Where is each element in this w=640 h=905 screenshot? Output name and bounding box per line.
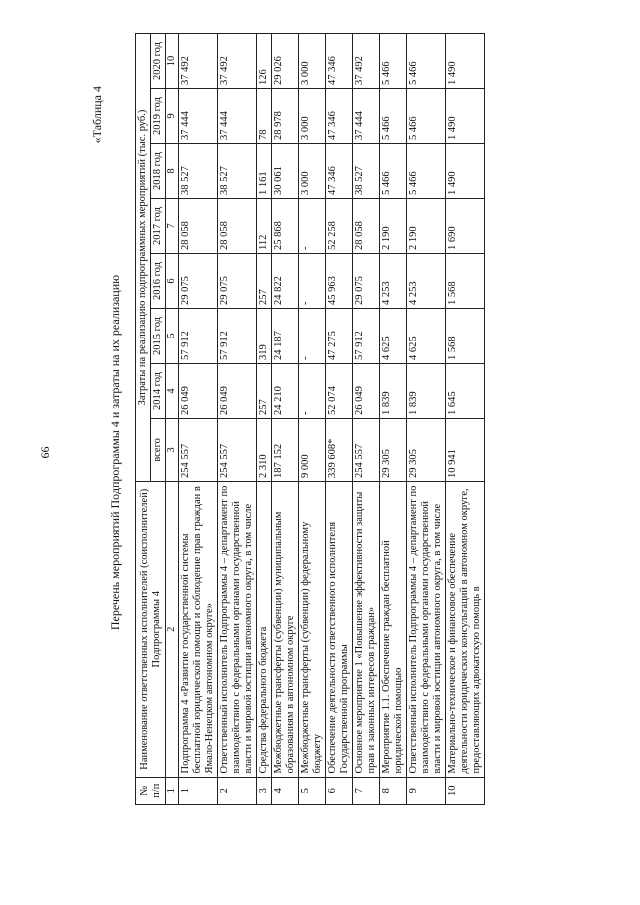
row-num: 7	[353, 777, 380, 804]
cell-value: 4 625	[407, 308, 446, 363]
cell-value: 1 490	[446, 89, 485, 144]
cell-value: 1 690	[446, 199, 485, 254]
cell-value: 257	[257, 363, 272, 418]
cell-total: 9 000	[299, 418, 326, 481]
cell-value: 47 346	[326, 34, 353, 89]
header-year: 2015 год	[151, 308, 166, 363]
row-name: Подпрограмма 4 «Развитие государственной системы бесплатной юридической помощи и соблюдение прав граждан в Ямало-Ненецком автономном округе»	[179, 481, 218, 777]
column-number: 5	[166, 308, 179, 363]
cell-value: 5 466	[407, 144, 446, 199]
row-name: Ответственный исполнитель Подпрограммы 4 – департамент по взаимодействию с федеральными органами государственной власти и мировой юстиции автономного округа, в том числе	[218, 481, 257, 777]
header-costs: Затраты на реализацию подпрограммных мероприятий (тыс. руб.)	[136, 34, 151, 482]
cell-value: 24 210	[272, 363, 299, 418]
cell-value: 4 253	[407, 254, 446, 309]
row-num: 8	[380, 777, 407, 804]
cell-value: 1 490	[446, 34, 485, 89]
table-row	[380, 34, 407, 805]
cell-value: 4 625	[380, 308, 407, 363]
cell-value: 1 645	[446, 363, 485, 418]
cell-value: -	[299, 199, 326, 254]
cell-value: 37 444	[353, 89, 380, 144]
header-year: 2019 год	[151, 89, 166, 144]
row-num: 4	[272, 777, 299, 804]
cell-value: 47 346	[326, 144, 353, 199]
cell-value: 3 000	[299, 89, 326, 144]
cell-value: -	[299, 363, 326, 418]
row-num: 2	[218, 777, 257, 804]
cell-total: 254 557	[353, 418, 380, 481]
cell-value: 47 275	[326, 308, 353, 363]
cell-total: 254 557	[218, 418, 257, 481]
cell-value: 57 912	[179, 308, 218, 363]
row-num: 1	[179, 777, 218, 804]
column-number: 2	[166, 481, 179, 777]
column-number: 6	[166, 254, 179, 309]
cell-value: 28 058	[179, 199, 218, 254]
row-name: Межбюджетные трансферты (субвенции) федеральному бюджету	[299, 481, 326, 777]
cell-value: 57 912	[353, 308, 380, 363]
cell-total: 187 152	[272, 418, 299, 481]
cell-value: 45 963	[326, 254, 353, 309]
header-year: 2016 год	[151, 254, 166, 309]
table-row	[299, 34, 326, 805]
cell-value: 26 049	[218, 363, 257, 418]
cell-total: 254 557	[179, 418, 218, 481]
cell-value: 37 492	[179, 34, 218, 89]
table-row	[179, 34, 218, 805]
cell-value: 3 000	[299, 34, 326, 89]
cell-value: 4 253	[380, 254, 407, 309]
cell-value: 5 466	[380, 34, 407, 89]
cell-value: 24 187	[272, 308, 299, 363]
row-num: 10	[446, 777, 485, 804]
row-num: 3	[257, 777, 272, 804]
cell-total: 29 305	[407, 418, 446, 481]
cell-value: -	[299, 254, 326, 309]
row-name: Межбюджетные трансферты (субвенции) муниципальным образованиям в автономном округе	[272, 481, 299, 777]
row-name: Средства федерального бюджета	[257, 481, 272, 777]
table-row	[326, 34, 353, 805]
page-number: 66	[38, 446, 52, 459]
cell-value: 1 568	[446, 254, 485, 309]
cell-value: 2 190	[407, 199, 446, 254]
row-name: Обеспечение деятельности ответственного исполнителя Государственной программы	[326, 481, 353, 777]
cell-value: 26 049	[353, 363, 380, 418]
column-number: 7	[166, 199, 179, 254]
cell-total: 29 305	[380, 418, 407, 481]
cell-value: 29 026	[272, 34, 299, 89]
table-label: «Таблица 4	[90, 86, 104, 144]
table-row	[257, 34, 272, 805]
cell-value: 257	[257, 254, 272, 309]
header-year: 2018 год	[151, 144, 166, 199]
cell-value: 24 822	[272, 254, 299, 309]
cell-total: 2 310	[257, 418, 272, 481]
column-number: 8	[166, 144, 179, 199]
cell-value: 52 258	[326, 199, 353, 254]
cell-value: 47 346	[326, 89, 353, 144]
header-year: 2014 год	[151, 363, 166, 418]
cell-value: 30 061	[272, 144, 299, 199]
cell-value: 38 527	[179, 144, 218, 199]
row-name: Мероприятие 1.1. Обеспечение граждан бесплатной юридической помощью	[380, 481, 407, 777]
cell-value: -	[299, 308, 326, 363]
row-num: 9	[407, 777, 446, 804]
cell-value: 38 527	[218, 144, 257, 199]
cell-value: 2 190	[380, 199, 407, 254]
header-year: 2020 год	[151, 34, 166, 89]
cell-value: 1 490	[446, 144, 485, 199]
header-total: всего	[151, 418, 166, 481]
cell-value: 1 839	[407, 363, 446, 418]
cell-value: 5 466	[380, 89, 407, 144]
cell-value: 126	[257, 34, 272, 89]
measures-table	[135, 33, 485, 805]
cell-value: 25 868	[272, 199, 299, 254]
row-name: Основное мероприятие 1 «Повышение эффективности защиты прав и законных интересов граждан»	[353, 481, 380, 777]
cell-value: 1 839	[380, 363, 407, 418]
header-year: 2017 год	[151, 199, 166, 254]
cell-value: 28 978	[272, 89, 299, 144]
table-row	[353, 34, 380, 805]
cell-value: 319	[257, 308, 272, 363]
table-row	[407, 34, 446, 805]
cell-value: 29 075	[353, 254, 380, 309]
cell-value: 29 075	[179, 254, 218, 309]
table-row	[446, 34, 485, 805]
header-name: Наименование ответственных исполнителей (соисполнителей) Подпрограммы 4	[136, 481, 166, 777]
row-name: Материально-техническое и финансовое обеспечение деятельности юридических консультаций в автономном округе, предоставляющих адвокатскую помощь в	[446, 481, 485, 777]
table-row	[272, 34, 299, 805]
cell-value: 5 466	[380, 144, 407, 199]
column-number: 3	[166, 418, 179, 481]
column-number: 4	[166, 363, 179, 418]
column-number: 9	[166, 89, 179, 144]
table-title: Перечень мероприятий Подпрограммы 4 и затраты на их реализацию	[108, 274, 122, 631]
cell-value: 37 444	[218, 89, 257, 144]
cell-value: 52 074	[326, 363, 353, 418]
header-num: № п/п	[136, 777, 166, 804]
cell-value: 38 527	[353, 144, 380, 199]
cell-value: 5 466	[407, 34, 446, 89]
cell-value: 28 058	[218, 199, 257, 254]
cell-value: 5 466	[407, 89, 446, 144]
cell-value: 26 049	[179, 363, 218, 418]
cell-value: 3 000	[299, 144, 326, 199]
column-number: 1	[166, 777, 179, 804]
row-name: Ответственный исполнитель Подпрограммы 4 – департамент по взаимодействию с федеральными органами государственной власти и мировой юстиции автономного округа, в том числе	[407, 481, 446, 777]
row-num: 5	[299, 777, 326, 804]
cell-value: 37 492	[353, 34, 380, 89]
column-number: 10	[166, 34, 179, 89]
cell-value: 112	[257, 199, 272, 254]
cell-value: 37 492	[218, 34, 257, 89]
row-num: 6	[326, 777, 353, 804]
cell-value: 1 568	[446, 308, 485, 363]
cell-total: 10 941	[446, 418, 485, 481]
cell-value: 29 075	[218, 254, 257, 309]
cell-value: 57 912	[218, 308, 257, 363]
cell-value: 78	[257, 89, 272, 144]
cell-total: 339 608*	[326, 418, 353, 481]
cell-value: 28 058	[353, 199, 380, 254]
cell-value: 37 444	[179, 89, 218, 144]
cell-value: 1 161	[257, 144, 272, 199]
table-row	[218, 34, 257, 805]
